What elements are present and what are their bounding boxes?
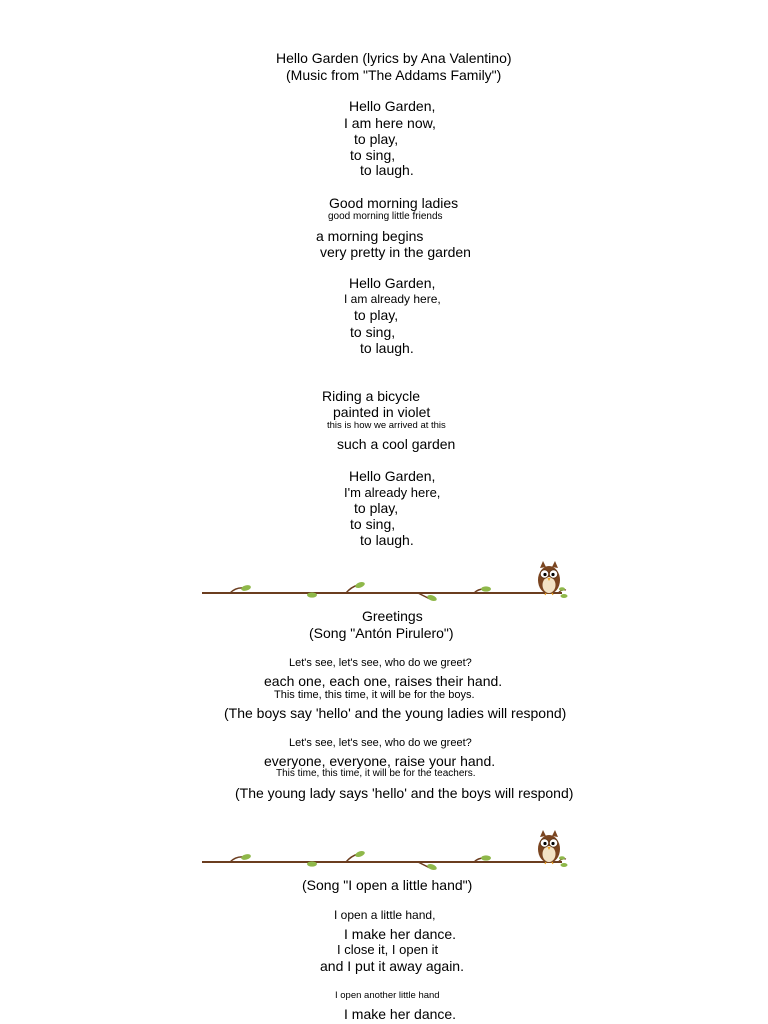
song1-title: Hello Garden (lyrics by Ana Valentino) [276, 50, 512, 66]
lyric-line: painted in violet [333, 404, 431, 420]
lyric-line: I open another little hand [335, 990, 440, 1001]
branch-owl-divider [200, 825, 570, 875]
branch-owl-divider [200, 556, 570, 606]
lyric-line: Hello Garden, [349, 98, 436, 114]
lyric-line: Hello Garden, [349, 468, 436, 484]
song2-subtitle: (Song "Antón Pirulero") [309, 625, 454, 641]
lyric-line: to play, [354, 500, 399, 516]
lyric-line: to sing, [350, 324, 396, 340]
lyric-line: and I put it away again. [320, 958, 464, 974]
lyric-line: I'm already here, [344, 485, 441, 500]
lyric-line: Hello Garden, [349, 275, 436, 291]
lyric-line: I close it, I open it [337, 942, 439, 957]
owl-icon [538, 830, 560, 864]
lyric-line: This time, this time, it will be for the boys. [274, 689, 475, 701]
song1-subtitle: (Music from "The Addams Family") [286, 67, 502, 83]
lyric-line: (The young lady says 'hello' and the boys will respond) [235, 785, 574, 801]
lyric-line: such a cool garden [337, 436, 456, 452]
lyric-line: I make her dance. [344, 926, 457, 942]
lyric-line: to sing, [350, 516, 396, 532]
lyric-line: Let's see, let's see, who do we greet? [289, 657, 472, 669]
lyric-line: to play, [354, 307, 399, 323]
lyric-line: each one, each one, raises their hand. [264, 673, 503, 689]
lyric-line: to sing, [350, 147, 396, 163]
lyric-line: Riding a bicycle [322, 388, 421, 404]
lyric-line: I am here now, [344, 115, 436, 131]
lyric-line: I open a little hand, [334, 908, 436, 922]
song2-title: Greetings [362, 608, 423, 624]
lyric-line: to laugh. [360, 162, 414, 178]
lyric-line: to laugh. [360, 532, 414, 548]
song3-title: (Song "I open a little hand") [302, 877, 473, 893]
lyric-line: I make her dance. [344, 1006, 457, 1022]
lyric-line: I am already here, [344, 292, 441, 306]
lyric-line: everyone, everyone, raise your hand. [264, 753, 496, 769]
lyric-line: (The boys say 'hello' and the young ladies will respond) [224, 705, 567, 721]
lyric-line: good morning little friends [328, 211, 443, 222]
owl-icon [538, 561, 560, 595]
lyric-line: this is how we arrived at this [327, 420, 446, 431]
lyric-line: Good morning ladies [329, 195, 459, 211]
lyric-line: a morning begins [316, 228, 424, 244]
lyric-line: to laugh. [360, 340, 414, 356]
lyric-line: This time, this time, it will be for the teachers. [276, 768, 476, 779]
lyric-line: very pretty in the garden [320, 244, 471, 260]
lyric-line: to play, [354, 131, 399, 147]
lyric-line: Let's see, let's see, who do we greet? [289, 737, 472, 749]
